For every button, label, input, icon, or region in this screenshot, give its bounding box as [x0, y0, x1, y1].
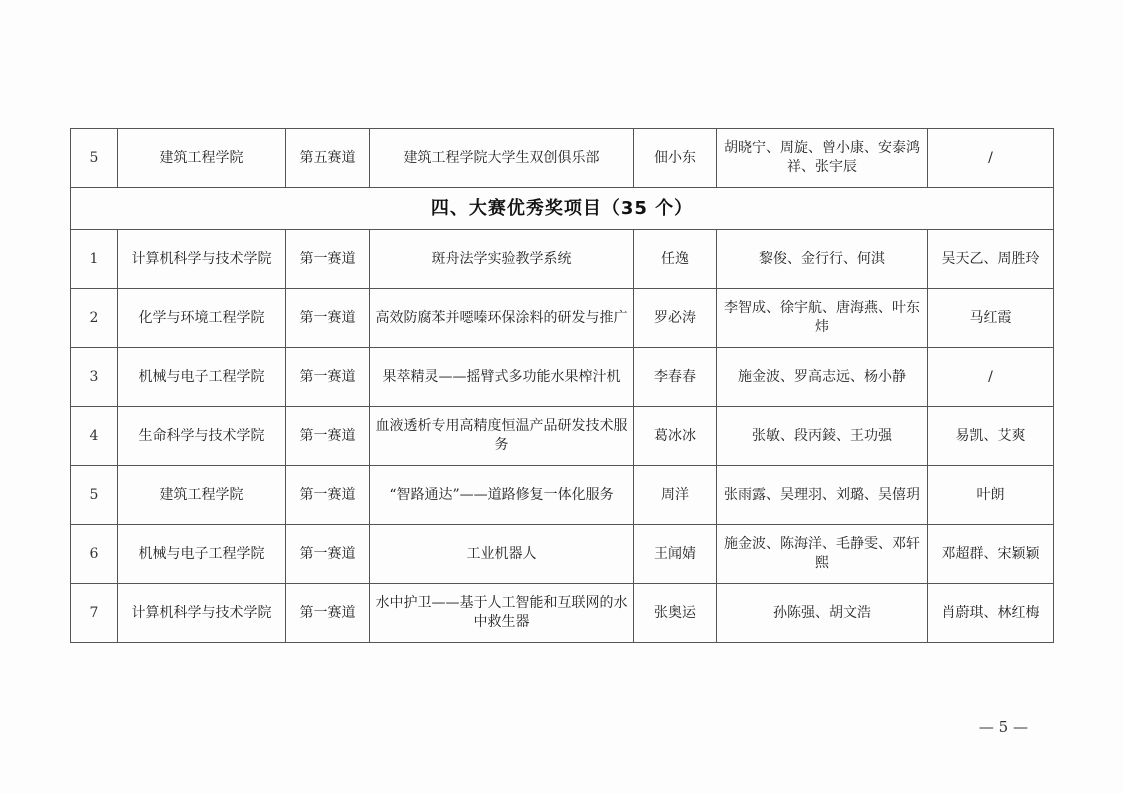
- cell-project: 果萃精灵——摇臂式多功能水果榨汁机: [370, 348, 634, 407]
- table-row: [71, 230, 1054, 289]
- cell-members: 张雨露、吴理羽、刘璐、吴僖玥: [717, 466, 928, 525]
- cell-members: 黎俊、金行行、何淇: [717, 230, 928, 289]
- cell-project: 斑舟法学实验教学系统: [370, 230, 634, 289]
- cell-no: 2: [71, 289, 118, 348]
- cell-members: 李智成、徐宇航、唐海燕、叶东炜: [717, 289, 928, 348]
- cell-track: 第五赛道: [286, 129, 370, 188]
- cell-lead: 罗必涛: [634, 289, 717, 348]
- cell-track: 第一赛道: [286, 466, 370, 525]
- cell-college: 建筑工程学院: [118, 466, 286, 525]
- cell-lead: 王闻婧: [634, 525, 717, 584]
- cell-track: 第一赛道: [286, 230, 370, 289]
- cell-advisor: 叶朗: [928, 466, 1054, 525]
- cell-lead: 周洋: [634, 466, 717, 525]
- cell-track: 第一赛道: [286, 289, 370, 348]
- cell-project: 工业机器人: [370, 525, 634, 584]
- cell-advisor: 易凯、艾爽: [928, 407, 1054, 466]
- cell-members: 胡晓宁、周旋、曾小康、安泰鸿祥、张宇辰: [717, 129, 928, 188]
- cell-college: 计算机科学与技术学院: [118, 584, 286, 643]
- cell-track: 第一赛道: [286, 348, 370, 407]
- awards-table: [70, 128, 1054, 643]
- section-header-row: [71, 188, 1054, 230]
- cell-no: 5: [71, 129, 118, 188]
- cell-project: 水中护卫——基于人工智能和互联网的水中救生器: [370, 584, 634, 643]
- cell-no: 3: [71, 348, 118, 407]
- cell-lead: 任逸: [634, 230, 717, 289]
- cell-project: “智路通达”——道路修复一体化服务: [370, 466, 634, 525]
- cell-lead: 李春春: [634, 348, 717, 407]
- cell-project: 建筑工程学院大学生双创俱乐部: [370, 129, 634, 188]
- cell-track: 第一赛道: [286, 584, 370, 643]
- cell-advisor: 马红霞: [928, 289, 1054, 348]
- cell-project: 血液透析专用高精度恒温产品研发技术服务: [370, 407, 634, 466]
- table-row: [71, 289, 1054, 348]
- table-row: [71, 348, 1054, 407]
- table-row: [71, 129, 1054, 188]
- cell-project: 高效防腐苯并噁嗪环保涂料的研发与推广: [370, 289, 634, 348]
- cell-no: 1: [71, 230, 118, 289]
- cell-lead: 葛冰冰: [634, 407, 717, 466]
- cell-track: 第一赛道: [286, 525, 370, 584]
- cell-college: 建筑工程学院: [118, 129, 286, 188]
- cell-no: 4: [71, 407, 118, 466]
- cell-advisor: /: [928, 348, 1054, 407]
- table-row: [71, 525, 1054, 584]
- table-row: [71, 584, 1054, 643]
- cell-track: 第一赛道: [286, 407, 370, 466]
- cell-college: 生命科学与技术学院: [118, 407, 286, 466]
- cell-members: 张敏、段丙錂、王功强: [717, 407, 928, 466]
- cell-college: 机械与电子工程学院: [118, 525, 286, 584]
- cell-lead: 张奥运: [634, 584, 717, 643]
- cell-college: 机械与电子工程学院: [118, 348, 286, 407]
- page-number: — 5 —: [978, 718, 1028, 736]
- cell-advisor: 邓超群、宋颖颖: [928, 525, 1054, 584]
- section-title: 四、大赛优秀奖项目（35 个）: [71, 188, 1054, 230]
- cell-advisor: 吴天乙、周胜玲: [928, 230, 1054, 289]
- cell-no: 5: [71, 466, 118, 525]
- cell-members: 施金波、陈海洋、毛静雯、邓轩熙: [717, 525, 928, 584]
- table-row: [71, 407, 1054, 466]
- table-row: [71, 466, 1054, 525]
- cell-no: 6: [71, 525, 118, 584]
- cell-advisor: 肖蔚琪、林红梅: [928, 584, 1054, 643]
- cell-advisor: /: [928, 129, 1054, 188]
- cell-members: 孙陈强、胡文浩: [717, 584, 928, 643]
- cell-college: 化学与环境工程学院: [118, 289, 286, 348]
- cell-college: 计算机科学与技术学院: [118, 230, 286, 289]
- cell-lead: 佃小东: [634, 129, 717, 188]
- cell-members: 施金波、罗高志远、杨小静: [717, 348, 928, 407]
- cell-no: 7: [71, 584, 118, 643]
